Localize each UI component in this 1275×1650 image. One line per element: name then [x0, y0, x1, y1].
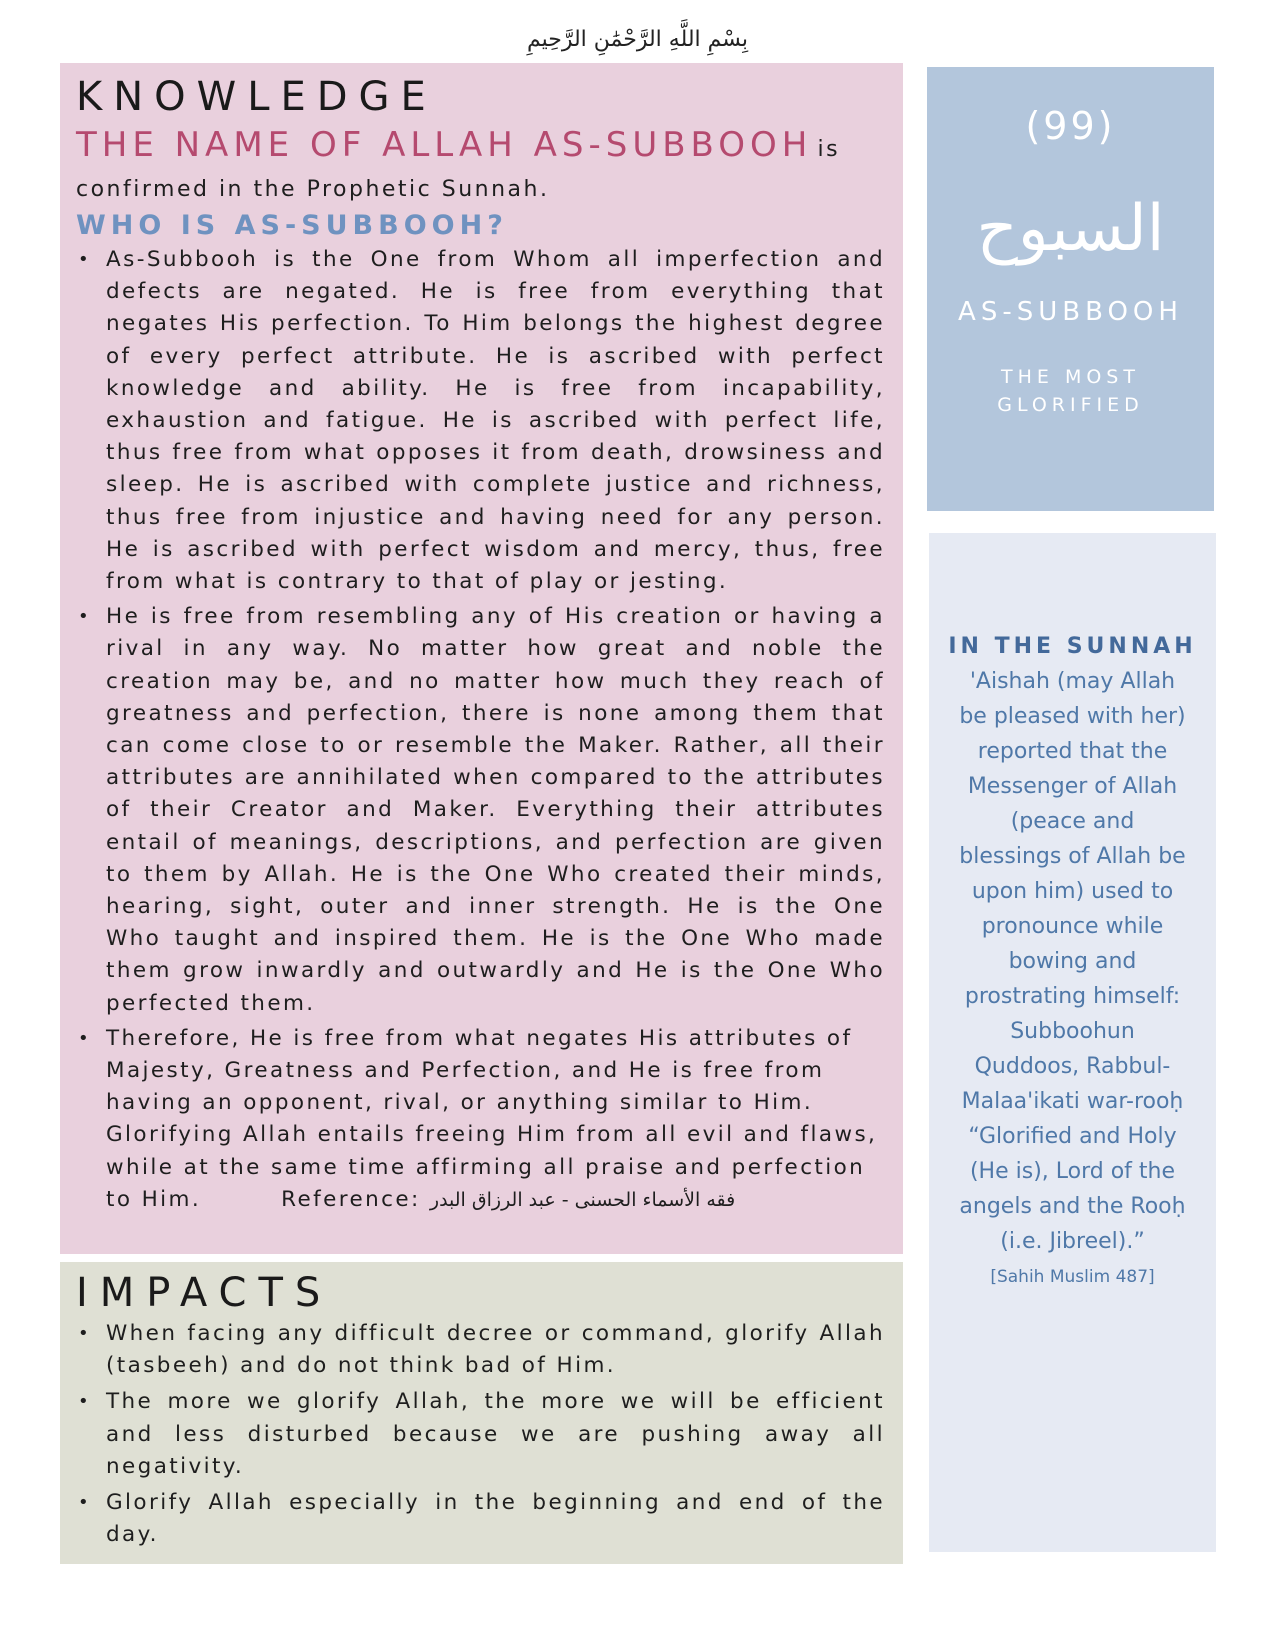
hadith-line: prostrating himself: [964, 984, 1181, 1009]
impacts-bullet [76, 1318, 885, 1382]
bullet-text: As-Subbooh is the One from Whom all imperfection and defects are negated. He is free from everything that negates His perfection. To Him belongs the highest degree of every perfect attribute. He is ascribed with perfect knowledge and ability. He is free from incapability, exhaustion and fatigue. He is ascribed with perfect life, thus free from what opposes it from death, drowsiness and sleep. He is ascribed with complete justice and richness, thus free from injustice and having need for any person. He is ascribed with perfect wisdom and mercy, thus, free from what is contrary to that of play or jesting. [106, 247, 885, 595]
name-card [927, 67, 1214, 511]
hadith-line: (He is), Lord of the [969, 1159, 1176, 1184]
hadith-line: be pleased with her) [959, 704, 1186, 729]
name-number: (99) [1025, 104, 1116, 148]
who-heading: WHO IS AS-SUBBOOH? [76, 210, 508, 241]
sunnah-heading: IN THE SUNNAH [948, 634, 1197, 659]
name-latin: AS-SUBBOOH [958, 297, 1183, 327]
impacts-panel [60, 1262, 903, 1564]
knowledge-bullets [76, 244, 885, 1216]
hadith-line: Messenger of Allah [967, 774, 1178, 799]
name-heading: THE NAME OF ALLAH AS-SUBBOOH [76, 125, 813, 165]
knowledge-panel [60, 63, 903, 1254]
bullet-text: He is free from resembling any of His creation or having a rival in any way. No matter how great and noble the creation may be, and no matter how much they reach of greatness and perfection, there is none among them that can come close to or resemble the Maker. Rather, all their attributes are annihilated when compared to the attributes of their Creator and Maker. Everything their attributes entail of meanings, descriptions, and perfection are given to them by Allah. He is the One Who created their minds, hearing, sight, outer and inner strength. He is the One Who taught and inspired them. He is the One Who made them grow inwardly and outwardly and He is the One Who perfected them. [106, 604, 885, 1016]
knowledge-bullet [76, 1023, 885, 1216]
hadith-line: bowing and [1008, 949, 1137, 974]
name-meaning-line2: GLORIFIED [997, 394, 1144, 416]
hadith-line: blessings of Allah be [959, 844, 1186, 869]
bullet-dot-icon: • [78, 606, 92, 628]
impacts-bullet [76, 1487, 885, 1551]
name-arabic: السبوح [976, 192, 1165, 266]
bullet-text: Therefore, He is free from what negates His attributes of Majesty, Greatness and Perfection, and He is free from having an opponent, rival, or anything similar to Him. Glorifying Allah entails freeing Him from all evil and flaws, while at the same time affirming all praise and perfection to Him. [106, 1025, 878, 1212]
bullet-dot-icon: • [78, 249, 92, 270]
hadith-line: pronounce while [981, 914, 1164, 939]
bullet-dot-icon: • [78, 1323, 92, 1344]
hadith-source: [Sahih Muslim 487] [990, 1267, 1155, 1287]
knowledge-bullet [76, 601, 885, 1020]
knowledge-bullet [76, 244, 885, 598]
hadith-line: upon him) used to [971, 879, 1174, 904]
name-meaning-line1: THE MOST [1001, 366, 1140, 388]
name-heading-line [76, 125, 885, 171]
basmala-header: بِسْمِ اللَّهِ الرَّحْمَٰنِ الرَّحِيمِ [526, 27, 749, 52]
impacts-bullets [76, 1318, 885, 1551]
hadith-line: reported that the [977, 739, 1168, 764]
hadith-line: “Glorified and Holy [968, 1124, 1177, 1149]
hadith-line: Quddoos, Rabbul- [974, 1054, 1171, 1079]
hadith-line: Subboohun [1010, 1019, 1135, 1044]
hadith-line: Malaa'ikati war-rooḥ [961, 1089, 1184, 1114]
knowledge-title: KNOWLEDGE [76, 74, 437, 120]
reference-label: Reference: [281, 1186, 421, 1212]
bullet-dot-icon: • [78, 1027, 92, 1049]
sunnah-panel [929, 533, 1216, 1552]
bullet-dot-icon: • [78, 1492, 92, 1514]
hadith-line: 'Aishah (may Allah [969, 669, 1176, 694]
name-heading-tail: is [817, 137, 841, 162]
confirmed-text: confirmed in the Prophetic Sunnah. [76, 177, 550, 202]
reference-text: فقه الأسماء الحسنى - عبد الرزاق البدر [429, 1188, 736, 1211]
bullet-dot-icon: • [78, 1391, 92, 1413]
hadith-line: angels and the Rooḥ [959, 1194, 1186, 1219]
bullet-text: When facing any difficult decree or command, glorify Allah (tasbeeh) and do not think bad of Him. [106, 1321, 885, 1379]
bullet-text: The more we glorify Allah, the more we will be efficient and less disturbed because we are pushing away all negativity. [106, 1389, 885, 1479]
hadith-line: (peace and [1010, 809, 1135, 834]
bullet-text: Glorify Allah especially in the beginning and end of the day. [106, 1490, 885, 1548]
impacts-title: IMPACTS [76, 1270, 333, 1316]
impacts-bullet [76, 1386, 885, 1483]
name-meaning [927, 363, 1214, 419]
hadith-line: (i.e. Jibreel).” [1000, 1229, 1145, 1254]
hadith-text [941, 664, 1204, 1259]
